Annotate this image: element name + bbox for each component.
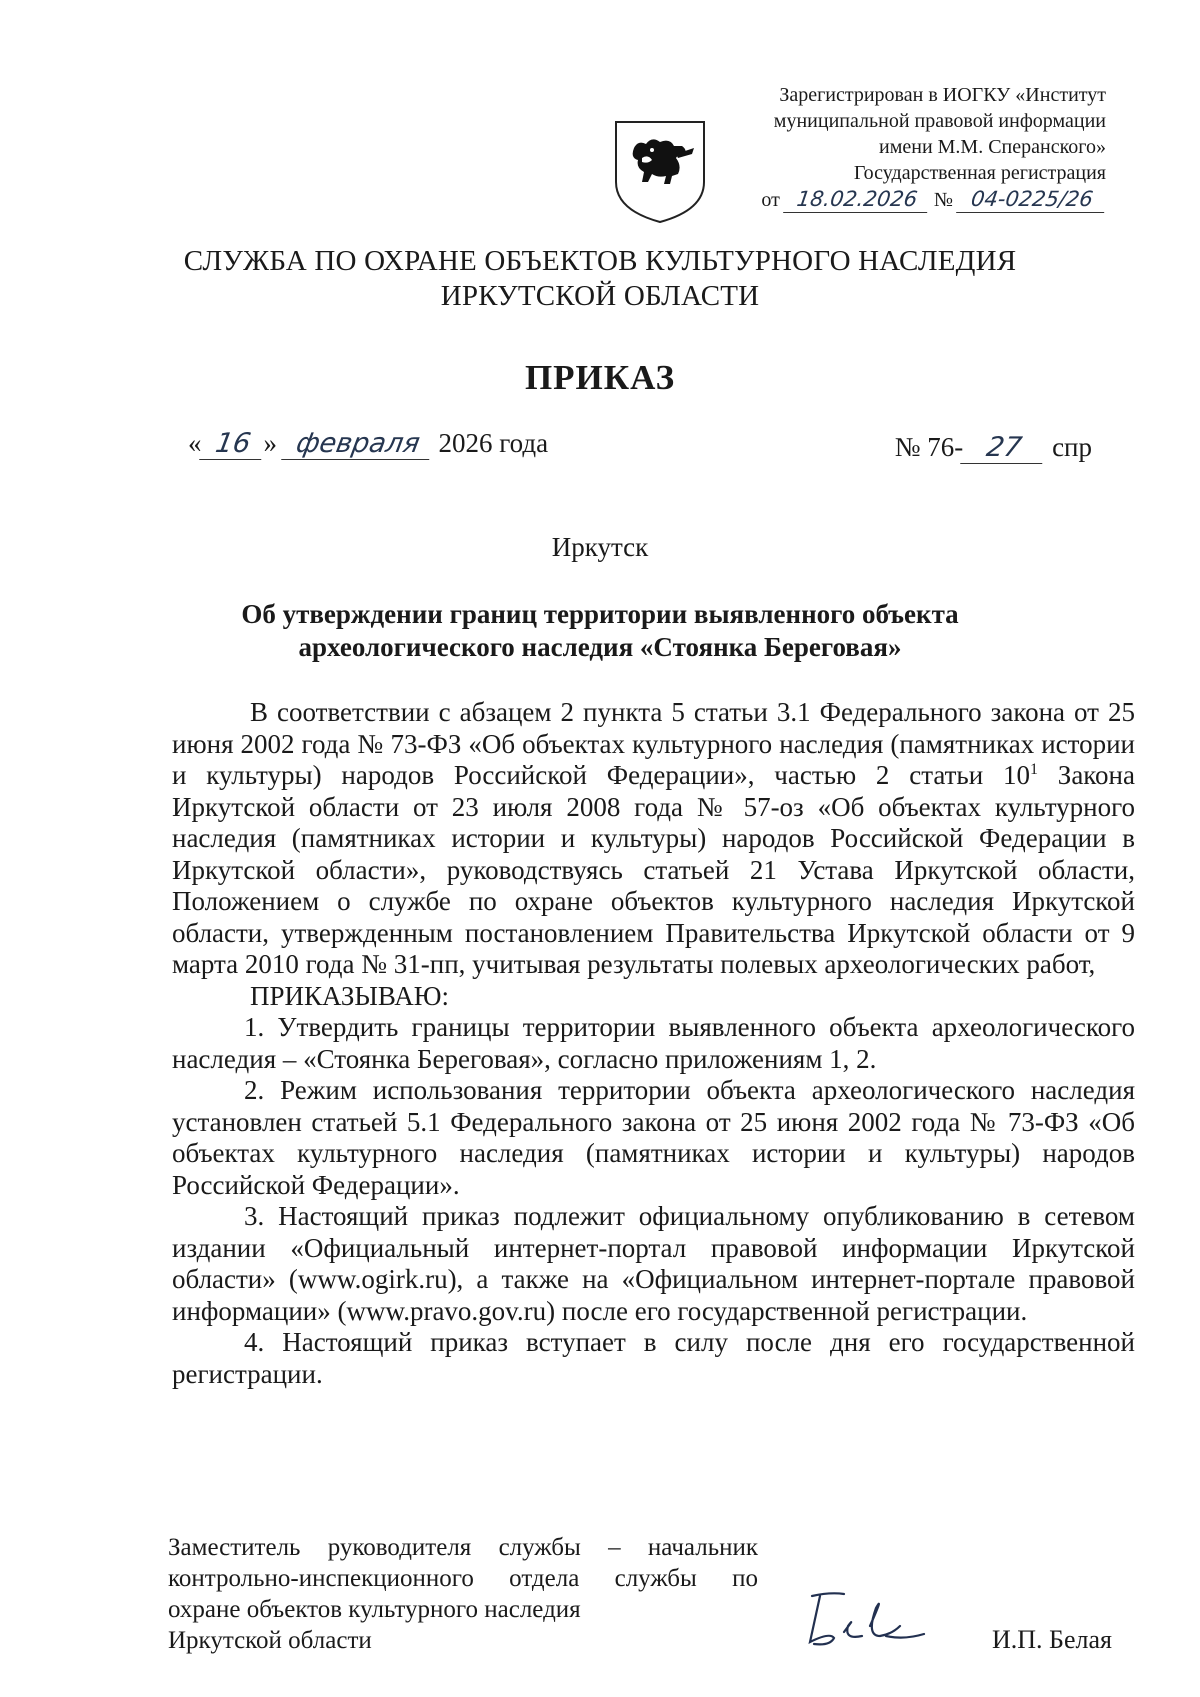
registration-number: 04-0225/26 bbox=[956, 186, 1108, 213]
registration-stamp bbox=[666, 82, 1106, 213]
registration-line: муниципальной правовой информации bbox=[773, 110, 1106, 132]
date-close-quote: » bbox=[263, 428, 277, 458]
doc-type-title: ПРИКАЗ bbox=[524, 358, 676, 397]
preamble-text: В соответствии с абзацем 2 пункта 5 статьи 3.1 Федерального закона от 25 июня 2002 года № 73-ФЗ «Об объектах культурного наследия (памятниках истории и культуры) народов Российской Федерации», частью 2 статьи 10 bbox=[172, 697, 1135, 790]
order-date bbox=[188, 428, 548, 460]
preamble-text: Закона Иркутской области от 23 июля 2008 года № 57-оз «Об объектах культурного наследия (памятниках истории и культуры) народов Российской Федерации в Иркутской области», руководствуясь статьей 21 Устава Иркутской области, Положением о службе по охране объектов культурного наследия Иркутской области, утвержденным постановлением Правительства Иркутской области от 9 марта 2010 года № 31-пп, учитывая результаты полевых археологических работ, bbox=[172, 760, 1135, 979]
number-suffix: спр bbox=[1052, 432, 1092, 462]
preamble-paragraph bbox=[172, 697, 1135, 981]
registration-line: имени М.М. Сперанского» bbox=[879, 136, 1106, 158]
signer-position bbox=[168, 1532, 758, 1656]
order-subject bbox=[0, 598, 1200, 664]
order-word: ПРИКАЗЫВАЮ: bbox=[250, 980, 449, 1011]
irkutsk-coat-of-arms-icon bbox=[612, 118, 708, 226]
order-item: 3. Настоящий приказ подлежит официальному опубликованию в сетевом издании «Официальный интернет-портал правовой информации Иркутской области» (www.ogirk.ru), а также на «Официальном интернет-портале правовой информации» (www.pravo.gov.ru) после его государственной регистрации. bbox=[172, 1201, 1135, 1326]
date-year: 2026 года bbox=[438, 428, 549, 458]
signer-line: контрольно-инспекционного отдела службы по bbox=[168, 1565, 758, 1592]
subject-line: археологического наследия «Стоянка Береговая» bbox=[298, 632, 902, 662]
handwritten-signature bbox=[800, 1586, 930, 1656]
order-number bbox=[895, 432, 1092, 464]
order-item: 1. Утвердить границы территории выявленного объекта археологического наследия – «Стоянка Береговая», согласно приложениям 1, 2. bbox=[172, 1012, 1135, 1074]
subject-line: Об утверждении границ территории выявленного объекта bbox=[241, 599, 959, 629]
registration-line: Государственная регистрация bbox=[853, 162, 1106, 184]
registration-date-number bbox=[666, 186, 1106, 213]
agency-line: ИРКУТСКОЙ ОБЛАСТИ bbox=[440, 280, 760, 312]
city: Иркутск bbox=[551, 532, 649, 562]
registration-num-label: № bbox=[933, 189, 953, 211]
order-body bbox=[172, 697, 1135, 1390]
number-prefix: № 76- bbox=[894, 432, 964, 462]
registration-date: 18.02.2026 bbox=[783, 186, 931, 213]
signer-line: Иркутской области bbox=[168, 1627, 372, 1654]
date-day: 16 bbox=[199, 428, 267, 460]
signer-name: И.П. Белая bbox=[992, 1625, 1112, 1654]
preamble-superscript: 1 bbox=[1030, 761, 1038, 778]
order-item: 2. Режим использования территории объекта археологического наследия установлен статьей 5.1 Федерального закона от 25 июня 2002 года № 73-ФЗ «Об объектах культурного наследия (памятниках истории и культуры) народов Российской Федерации». bbox=[172, 1075, 1135, 1200]
registration-from-label: от bbox=[761, 189, 780, 211]
order-item: 4. Настоящий приказ вступает в силу после дня его государственной регистрации. bbox=[172, 1327, 1135, 1389]
agency-name bbox=[0, 244, 1200, 314]
signer-line: Заместитель руководителя службы – начальник bbox=[168, 1534, 758, 1561]
date-open-quote: « bbox=[188, 428, 202, 458]
date-month: февраля bbox=[281, 428, 435, 460]
signer-line: охране объектов культурного наследия bbox=[168, 1596, 581, 1623]
agency-line: СЛУЖБА ПО ОХРАНЕ ОБЪЕКТОВ КУЛЬТУРНОГО НАСЛЕДИЯ bbox=[183, 245, 1017, 277]
number-value: 27 bbox=[960, 432, 1048, 464]
registration-line: Зарегистрирован в ИОГКУ «Институт bbox=[779, 84, 1106, 106]
